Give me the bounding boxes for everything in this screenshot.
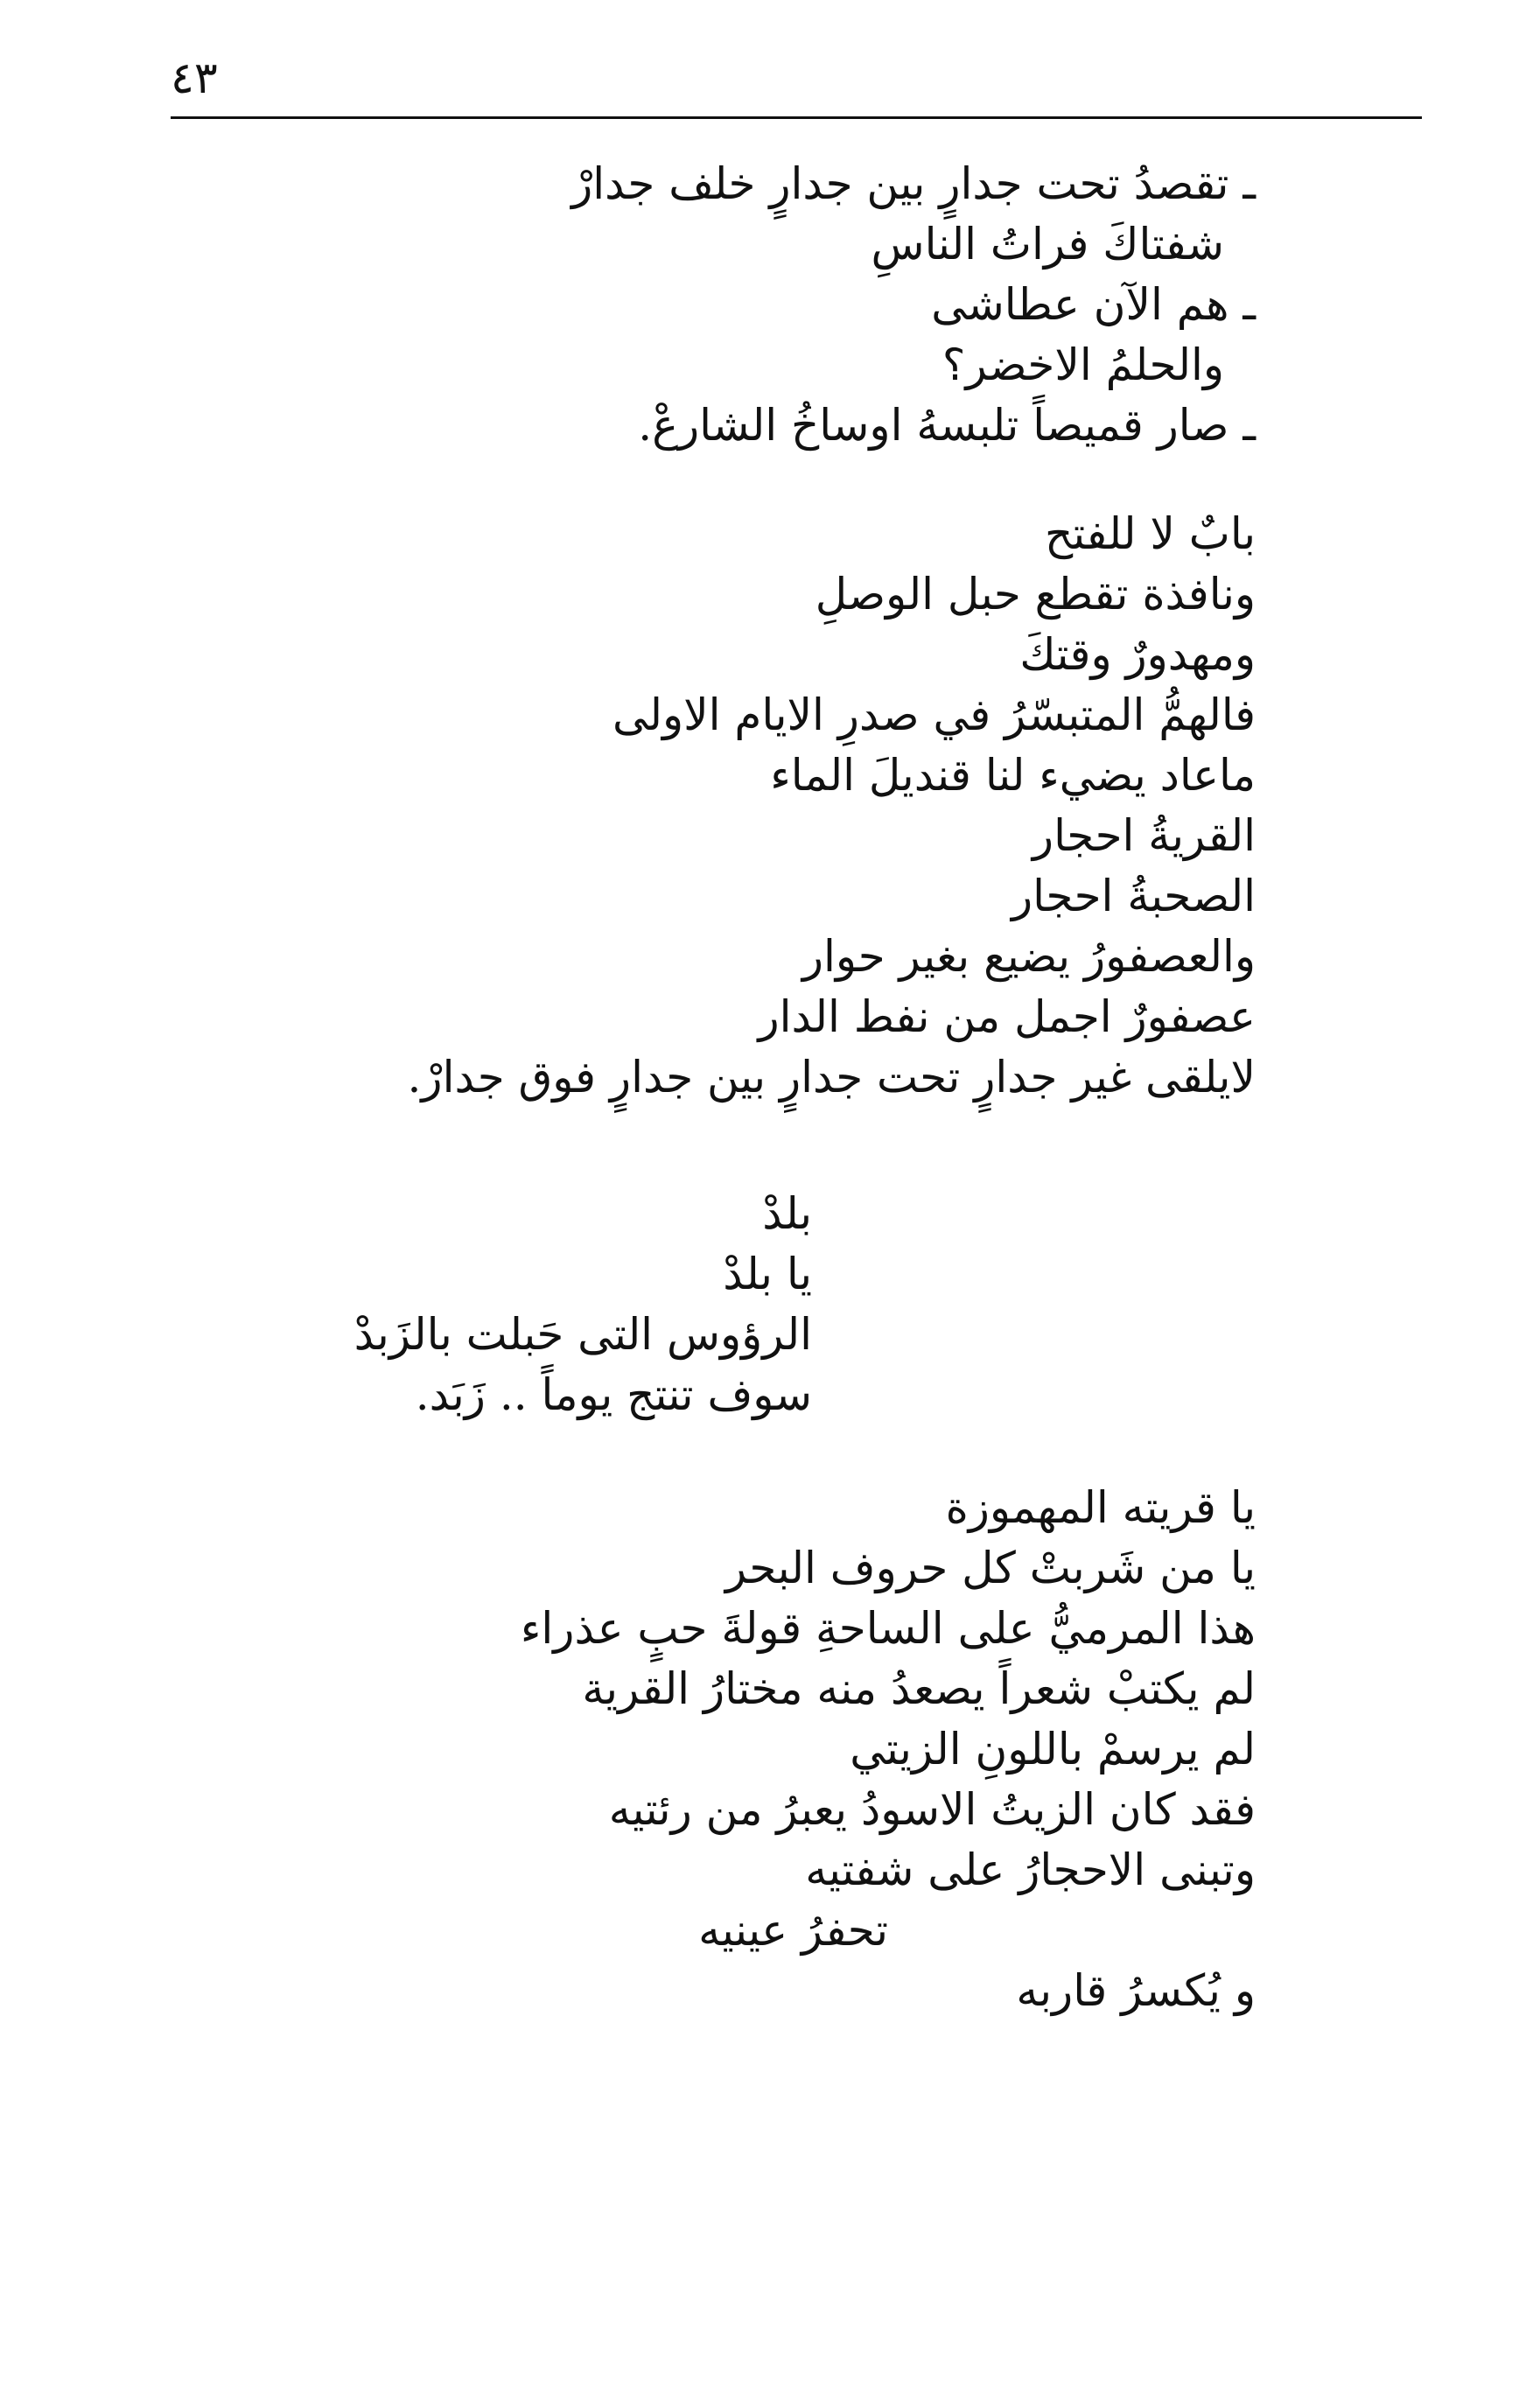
stanza-3 bbox=[354, 1187, 812, 1429]
poem-line: ماعاد يضيء لنا قنديلَ الماء bbox=[770, 750, 1256, 801]
poem-line: والحلمُ الاخضر؟ bbox=[942, 340, 1224, 390]
poem-line: بلدْ bbox=[762, 1188, 812, 1239]
poem-line: بابٌ لا للفتح bbox=[1045, 508, 1256, 559]
poem-line: ونافذة تقطع حبل الوصلِ bbox=[815, 569, 1256, 620]
poem-line: تحفرُ عينيه bbox=[698, 1905, 888, 1956]
poem-line: ـ صار قميصاً تلبسهُ اوساخُ الشارعْ. bbox=[638, 400, 1256, 451]
poem-line: القريةُ احجار bbox=[1032, 810, 1256, 861]
poem-line: لم يرسمْ باللونِ الزيتي bbox=[850, 1724, 1256, 1774]
poem-line: عصفورٌ اجمل من نفط الدار bbox=[758, 991, 1256, 1042]
stanza-2 bbox=[408, 508, 1256, 1111]
poem-line: فالهمُّ المتبسّرُ في صدرِ الايام الاولى bbox=[612, 690, 1256, 740]
poem-line: شفتاكَ فراتُ الناسِ bbox=[871, 219, 1224, 270]
poem-line: ـ تقصدُ تحت جدارٍ بين جدارٍ خلف جدارْ bbox=[571, 158, 1256, 209]
stanza-1 bbox=[571, 158, 1256, 459]
poem-line: الرؤوس التى حَبلت بالزَبدْ bbox=[354, 1309, 812, 1360]
poem-line: و يُكسرُ قاربه bbox=[1016, 1965, 1256, 2016]
poem-line: وتبنى الاحجارُ على شفتيه bbox=[805, 1844, 1256, 1895]
poem-line: والعصفورُ يضيع بغير حوار bbox=[802, 931, 1256, 982]
poem-line: يا قريته المهموزة bbox=[945, 1482, 1256, 1533]
stanza-4 bbox=[521, 1481, 1256, 2025]
poem-line: هذا المرميُّ على الساحةِ قولةَ حبٍ عذراء bbox=[520, 1603, 1256, 1654]
poem-line: الصحبةُ احجار bbox=[1011, 871, 1256, 921]
poem-line: يا من شَربتْ كل حروف البحر bbox=[724, 1543, 1256, 1593]
poem-line: سوف تنتج يوماً .. زَبَد. bbox=[415, 1369, 812, 1420]
page-number: ٤٣ bbox=[171, 52, 218, 103]
poem-line: يا بلدْ bbox=[723, 1249, 812, 1299]
poem-line: لم يكتبْ شعراً يصعدُ منه مختارُ القرية bbox=[582, 1663, 1256, 1714]
header-rule bbox=[171, 116, 1422, 119]
poem-line: ـ هم الآن عطاشى bbox=[931, 279, 1256, 330]
poem-line: ومهدورٌ وقتكَ bbox=[1019, 629, 1256, 680]
poem-line: لايلقى غير جدارٍ تحت جدارٍ بين جدارٍ فوق جدارْ. bbox=[407, 1052, 1256, 1102]
poem-line: فقد كان الزيتُ الاسودُ يعبرُ من رئتيه bbox=[608, 1784, 1256, 1835]
